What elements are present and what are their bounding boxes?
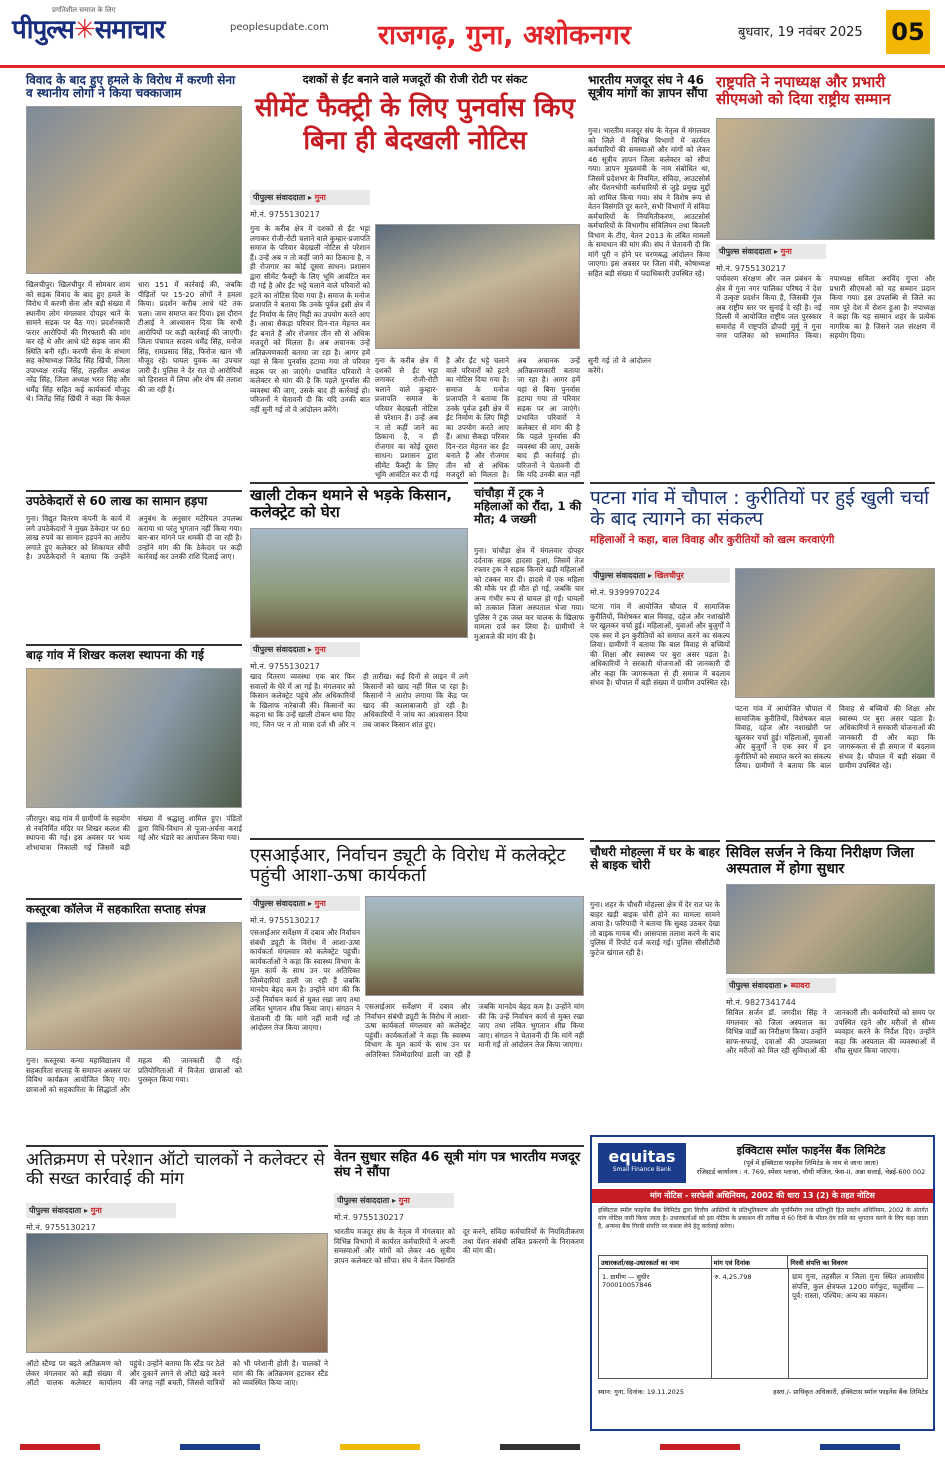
- article-headline[interactable]: चांचौड़ा में ट्रक ने महिलाओं को रौंदा, 1 की मौत; 4 जख्मी: [474, 486, 582, 526]
- footer-stripe: [500, 1444, 580, 1450]
- article-auto-drivers: [26, 1145, 328, 1431]
- workers-photo: [375, 224, 580, 349]
- article-body: एसआईआर सर्वेक्षण में दबाव और निर्वाचन संबंधी ड्यूटी के विरोध में आशा-ऊषा कार्यकर्ता मंगलवार को कलेक्ट्रेट पहुंचीं। कार्यकर्ताओं ने कहा कि स्वास्थ्य विभाग के मूल कार्य के साथ उन पर अतिरिक्त जिम्मेदारियां डाली जा रही हैं जबकि मानदेय बेहद कम है। उन्होंने मांग की कि उन्हें निर्वाचन कार्य से मुक्त रखा जाए तथा लंबित भुगतान शीघ्र किया जाए। संगठन ने चेतावनी दी कि मांगें नहीं मानी गईं तो आंदोलन तेज किया जाएगा।: [250, 928, 360, 1032]
- article-body: गुना। विद्युत वितरण कंपनी के कार्य में लगे उपठेकेदारों ने मुख्य ठेकेदार पर 60 लाख रुपये का सामान हड़पने का आरोप लगाते हुए कलेक्टर को शिकायत सौंपी है। उपठेकेदारों ने बताया कि उन्होंने अनुबंध के अनुसार मटेरियल उपलब्ध कराया था परंतु भुगतान नहीं किया गया। बार-बार मांगने पर धमकी दी जा रही है। उन्होंने मांग की कि ठेकेदार पर कड़ी कार्रवाई कर उनकी राशि दिलाई जाए।: [26, 514, 242, 561]
- ad-address: रजिस्टर्ड कार्यालय : नं. 769, स्पेंसर प्लाजा, चौथी मंजिल, फेस-II, अन्ना सलाई, चेन्नई-600 002: [696, 1168, 926, 1176]
- page-number: 05: [886, 10, 930, 54]
- article-karni-sena: [26, 74, 242, 486]
- col-property: गिरवी संपत्ति का विवरण: [790, 1259, 848, 1267]
- col-demand: मांग एवं दिनांक: [712, 1256, 789, 1268]
- masthead-tagline: प्रगतिशील समाज के लिए: [52, 6, 116, 14]
- article-body-continued: एसआईआर सर्वेक्षण में दबाव और निर्वाचन संबंधी ड्यूटी के विरोध में आशा-ऊषा कार्यकर्ता मंगलवार को कलेक्ट्रेट पहुंचीं। कार्यकर्ताओं ने कहा कि स्वास्थ्य विभाग के मूल कार्य के साथ उन पर अतिरिक्त जिम्मेदारियां डाली जा रही हैं जबकि मानदेय बेहद कम है। उन्होंने मांग की कि उन्हें निर्वाचन कार्य से मुक्त रखा जाए तथा लंबित भुगतान शीघ्र किया जाए। संगठन ने चेतावनी दी कि मांगें नहीं मानी गईं तो आंदोलन तेज किया जाएगा।: [365, 1002, 584, 1059]
- byline-place: ब्यावरा: [790, 981, 810, 990]
- byline-block: पीपुल्स संवाददाता ▸ गुना मो.नं. 9755130217: [250, 190, 370, 220]
- article-kasturba-college: [26, 898, 242, 1138]
- article-body: ऑटो स्टैण्ड पर बढ़ते अतिक्रमण को लेकर मंगलवार को बड़ी संख्या में ऑटो चालक कलेक्टर कार्यालय पहुंचे। उन्होंने बताया कि स्टैंड पर ठेले और दुकानें लगने से ऑटो खड़े करने की जगह नहीं बचती, जिससे यात्रियों को भी परेशानी होती है। चालकों ने मांग की कि अतिक्रमण हटाकर स्टैंड को व्यवस्थित किया जाए।: [26, 1359, 328, 1387]
- logo-swirl-icon: ✳: [73, 15, 95, 45]
- byline-place: गुना: [398, 1196, 410, 1205]
- award-ceremony-photo: [716, 118, 935, 240]
- reporter-mobile: मो.नं. 9755130217: [250, 662, 320, 671]
- article-headline[interactable]: पटना गांव में चौपाल : कुरीतियों पर हुई खुली चर्चा के बाद त्यागने का संकल्प: [590, 487, 930, 531]
- brand-subtitle: Small Finance Bank: [612, 1166, 672, 1173]
- article-patna-chaupal: [590, 482, 935, 832]
- byline-place: गुना: [314, 193, 326, 202]
- ad-subtitle: (पूर्व में इक्विटास फाइनेंस लिमिटेड के नाम से जाना जाता): [743, 1159, 879, 1167]
- borrower-name: 1. ग्रामीण — सुधीर: [602, 1273, 650, 1281]
- masthead: [0, 0, 945, 68]
- article-subcontractors: [26, 490, 242, 640]
- byline-block: पीपुल्स संवाददाता ▸ गुना मो.नं. 9755130217: [26, 1203, 176, 1233]
- article-body-continued: गुना के करीब क्षेत्र में दशकों से ईंट भट्टा लगाकर रोजी-रोटी चलाने वाले कुम्हार-प्रजापति समाज के परिवार बेदखली नोटिस से परेशान हैं। उन्हें अब न तो कहीं जाने का ठिकाना है, न ही रोजगार का कोई दूसरा साधन। प्रशासन द्वारा सीमेंट फैक्ट्री के लिए भूमि आवंटित कर दी गई है और ईंट भट्टे चलाने वाले परिवारों को हटने का नोटिस दिया गया है। समाज के मनोज प्रजापति ने बताया कि उनके पूर्वज इसी क्षेत्र में ईंट निर्माण के लिए मिट्टी का उपयोग करते आए हैं। आधा सैकड़ा परिवार दिन-रात मेहनत कर ईंट बनाते हैं और रोजगार तीन सौ से अधिक मजदूरों को मिलता है। अब अचानक उन्हें अतिक्रमणकारी बताया जा रहा है। आगर हमें यहां से बिना पुनर्वास हटाया गया तो परिवार सड़क पर आ जाएंगे। प्रभावित परिवारों ने कलेक्टर से मांग की है कि पहले पुनर्वास की व्यवस्था की जाए, उसके बाद ही कार्रवाई हो। परिजनों ने चेतावनी दी कि यदि उनकी बात नहीं सुनी गई तो वे आंदोलन करेंगे।: [375, 356, 651, 479]
- logo-part-1: पीपुल्स: [12, 15, 74, 45]
- article-body: गुना। भारतीय मजदूर संघ के नेतृत्व में मंगलवार को जिले में विभिन्न विभागों में कार्यरत कर्मचारियों की समस्याओं और मांगों को लेकर 46 सूत्रीय ज्ञापन जिला कलेक्टर को सौंपा गया। ज्ञापन मुख्यमंत्री के नाम संबोधित था, जिसमें प्रदेशभर के नियमित, संविदा, आउटसोर्स और पेंशनभोगी कर्मचारियों से जुड़े प्रमुख मुद्दों को शामिल किया गया। संघ ने विशेष रूप से वेतन विसंगति दूर करने, सभी विभागों में संविदा कर्मचारियों के नियमितीकरण, आउटसोर्स कर्मचारियों के विभागीय संविलियन तथा बिजली विभाग के टीए, वेतन 2013 के लंबित मामलों के समाधान की मांग की। संघ ने चेतावनी दी कि मांगें पूरी न होने पर चरणबद्ध आंदोलन किया जाएगा। इस अवसर पर जिला मंत्री, कोषाध्यक्ष सहित बड़ी संख्या में पदाधिकारी उपस्थित रहे।: [588, 126, 710, 278]
- byline-label: पीपुल्स संवाददाता: [253, 899, 306, 908]
- footer-stripe: [660, 1444, 740, 1450]
- article-body: गुना। कस्तूरबा कन्या महाविद्यालय में सहकारिता सप्ताह के समापन अवसर पर विविध कार्यक्रम आयोजित किए गए। छात्राओं को सहकारिता के सिद्धांतों और महत्व की जानकारी दी गई। प्रतियोगिताओं में विजेता छात्राओं को पुरस्कृत किया गया।: [26, 1056, 242, 1094]
- byline-label: पीपुल्स संवाददाता: [253, 193, 306, 202]
- article-headline[interactable]: सीमेंट फैक्ट्री के लिए पुनर्वास किए बिना ही बेदखली नोटिस: [254, 93, 576, 156]
- footer-stripe: [20, 1444, 100, 1450]
- article-headline[interactable]: चौधरी मोहल्ला में घर के बाहर से बाइक चोरी: [590, 845, 720, 873]
- article-headline[interactable]: उपठेकेदारों से 60 लाख का सामान हड़पा: [26, 494, 208, 508]
- byline-block: पीपुल्स संवाददाता ▸ खिलचीपुर मो.नं. 9399970224: [590, 568, 730, 598]
- ad-signoff: हस्ता./- प्राधिकृत अधिकारी, इक्विटास स्मॉल फाइनेंस बैंक लिमिटेड: [773, 1388, 928, 1396]
- reporter-mobile: मो.नं. 9755130217: [26, 1223, 96, 1232]
- byline-block: पीपुल्स संवाददाता ▸ ब्यावरा मो.नं. 9827341744: [726, 978, 836, 1008]
- article-body-col1: गुना के करीब क्षेत्र में दशकों से ईंट भट्टा लगाकर रोजी-रोटी चलाने वाले कुम्हार-प्रजापति समाज के परिवार बेदखली नोटिस से परेशान हैं। उन्हें अब न तो कहीं जाने का ठिकाना है, न ही रोजगार का कोई दूसरा साधन। प्रशासन द्वारा सीमेंट फैक्ट्री के लिए भूमि आवंटित कर दी गई है और ईंट भट्टे चलाने वाले परिवारों को हटने का नोटिस दिया गया है। समाज के मनोज प्रजापति ने बताया कि उनके पूर्वज इसी क्षेत्र में ईंट निर्माण के लिए मिट्टी का उपयोग करते आए हैं। आधा सैकड़ा परिवार दिन-रात मेहनत कर ईंट बनाते हैं और रोजगार तीन सौ से अधिक मजदूरों को मिलता है। अब अचानक उन्हें अतिक्रमणकारी बताया जा रहा है। आगर हमें यहां से बिना पुनर्वास हटाया गया तो परिवार सड़क पर आ जाएंगे। प्रभावित परिवारों ने कलेक्टर से मांग की है कि पहले पुनर्वास की व्यवस्था की जाए, उसके बाद ही कार्रवाई हो। परिजनों ने चेतावनी दी कि यदि उनकी बात नहीं सुनी गई तो वे आंदोलन करेंगे।: [250, 224, 370, 414]
- byline-block: पीपुल्स संवाददाता ▸ गुना मो.नं. 9755130217: [250, 896, 360, 926]
- property-description: ग्राम गुना, तहसील व जिला गुना स्थित आवासीय संपत्ति, कुल क्षेत्रफल 1200 वर्गफुट, चतुर्सीमा — पूर्व: रास्ता, पश्चिम: अन्य का मकान।: [792, 1272, 924, 1300]
- reporter-mobile: मो.नं. 9755130217: [334, 1213, 404, 1222]
- hospital-inspection-photo: [726, 884, 935, 974]
- byline-block: पीपुल्स संवाददाता ▸ गुना मो.नं. 9755130217: [334, 1193, 454, 1223]
- col-borrower: उधारकर्ता/सह-उधारकर्ता का नाम: [599, 1256, 712, 1268]
- chaupal-photo: [735, 568, 935, 698]
- article-headline[interactable]: विवाद के बाद हुए हमले के विरोध में करणी सेना व स्थानीय लोगों ने किया चक्काजाम: [26, 73, 236, 101]
- article-bike-theft: [590, 840, 720, 1132]
- footer-stripe: [340, 1444, 420, 1450]
- article-headline[interactable]: अतिक्रमण से परेशान ऑटो चालकों ने कलेक्टर से की सख्त कार्रवाई की मांग: [26, 1150, 325, 1190]
- footer-stripe: [820, 1444, 900, 1450]
- article-headline[interactable]: राष्ट्रपति ने नपाध्यक्ष और प्रभारी सीएमओ को दिया राष्ट्रीय सम्मान: [716, 73, 891, 108]
- farmers-protest-photo: [250, 528, 468, 638]
- ad-notice-bar: मांग नोटिस - सरफेसी अधिनियम, 2002 की धारा 13 (2) के तहत नोटिस: [592, 1189, 933, 1203]
- byline-label: पीपुल्स संवाददाता: [253, 645, 306, 654]
- ad-table-row: [598, 1269, 928, 1379]
- article-body-continued: पटना गांव में आयोजित चौपाल में सामाजिक कुरीतियों, विशेषकर बाल विवाह, दहेज और नशाखोरी पर खुलकर चर्चा हुई। महिलाओं, युवाओं और बुजुर्गों ने एक स्वर में इन कुरीतियों को समाप्त करने का संकल्प लिया। ग्रामीणों ने बताया कि बाल विवाह से बच्चियों की शिक्षा और स्वास्थ्य पर बुरा असर पड़ता है। अधिकारियों ने सरकारी योजनाओं की जानकारी दी और कहा कि जागरूकता से ही समाज में बदलाव संभव है। चौपाल में बड़ी संख्या में ग्रामीण उपस्थित रहे।: [735, 704, 935, 770]
- article-body: पटना गांव में आयोजित चौपाल में सामाजिक कुरीतियों, विशेषकर बाल विवाह, दहेज और नशाखोरी पर खुलकर चर्चा हुई। महिलाओं, युवाओं और बुजुर्गों ने एक स्वर में इन कुरीतियों को समाप्त करने का संकल्प लिया। ग्रामीणों ने बताया कि बाल विवाह से बच्चियों की शिक्षा और स्वास्थ्य पर बुरा असर पड़ता है। अधिकारियों ने सरकारी योजनाओं की जानकारी दी और कहा कि जागरूकता से ही समाज में बदलाव संभव है। चौपाल में बड़ी संख्या में ग्रामीण उपस्थित रहे।: [590, 602, 730, 687]
- article-body: भारतीय मजदूर संघ के नेतृत्व में मंगलवार को विभिन्न विभागों में कार्यरत कर्मचारियों ने अपनी समस्याओं और मांगों को लेकर 46 सूत्रीय ज्ञापन कलेक्टर को सौंपा। संघ ने वेतन विसंगति दूर करने, संविदा कर्मचारियों के नियमितीकरण तथा पेंशन संबंधी लंबित प्रकरणों के निराकरण की मांग की।: [334, 1227, 584, 1265]
- byline-block: पीपुल्स संवाददाता ▸ गुना मो.नं. 9755130217: [716, 244, 826, 274]
- article-kalash-sthapana: [26, 644, 242, 892]
- brand-name: equitas: [608, 1147, 676, 1166]
- article-truck-accident: [474, 482, 584, 830]
- article-headline[interactable]: भारतीय मजदूर संघ ने 46 सूत्रीय मांगों का ज्ञापन सौंपा: [588, 73, 708, 101]
- bank-notice-ad[interactable]: [590, 1135, 935, 1431]
- article-body: सिविल सर्जन डॉ. जगदीश सिंह ने मंगलवार को जिला अस्पताल का विभिन्न वार्डों का निरीक्षण किया। उन्होंने साफ-सफाई, दवाओं की उपलब्धता और मरीजों को मिल रही सुविधाओं की जानकारी ली। कर्मचारियों को समय पर उपस्थित रहने और मरीजों से सौम्य व्यवहार करने के निर्देश दिए। उन्होंने कहा कि अस्पताल की व्यवस्थाओं में शीघ्र सुधार किया जाएगा।: [726, 1008, 935, 1055]
- article-headline[interactable]: सिविल सर्जन ने किया निरीक्षण जिला अस्पताल में होगा सुधार: [726, 845, 914, 877]
- ad-table-header: [598, 1255, 928, 1269]
- article-body: खाद वितरण व्यवस्था एक बार फिर सवालों के घेरे में आ गई है। मंगलवार को किसान कलेक्ट्रेट पहुंचे और अधिकारियों के खिलाफ नारेबाजी की। किसानों का कहना था कि उन्हें खाली टोकन थमा दिए गए, जिन पर न तो मात्रा दर्ज थी और न ही तारीख। कई दिनों से लाइन में लगे किसानों को खाद नहीं मिल पा रहा है। किसानों ने आरोप लगाया कि केंद्र पर खाद की कालाबाजारी हो रही है। अधिकारियों ने जांच का आश्वासन दिया तब जाकर किसान शांत हुए।: [250, 672, 468, 729]
- byline-label: पीपुल्स संवाददाता: [593, 571, 646, 580]
- article-headline[interactable]: एसआईआर, निर्वाचन ड्यूटी के विरोध में कलेक्ट्रेट पहुंची आशा-ऊषा कार्यकर्ता: [250, 845, 566, 887]
- byline-label: पीपुल्स संवाददाता: [337, 1196, 390, 1205]
- byline-place: गुना: [314, 645, 326, 654]
- article-kicker: दशकों से ईंट बनाने वाले मजदूरों की रोजी रोटी पर संकट: [302, 73, 528, 86]
- website-url[interactable]: peoplesupdate.com: [230, 22, 329, 33]
- footer-stripe: [180, 1444, 260, 1450]
- issue-date: बुधवार, 19 नवंबर 2025: [738, 25, 863, 40]
- article-body: जीरापुर। बाढ़ गांव में ग्रामीणों के सहयोग से नवनिर्मित मंदिर पर शिखर कलश की स्थापना की गई। इस अवसर पर भव्य शोभायात्रा निकाली गई जिसमें बड़ी संख्या में श्रद्धालु शामिल हुए। पंडितों द्वारा विधि-विधान से पूजा-अर्चना कराई गई और भंडारे का आयोजन किया गया।: [26, 814, 242, 852]
- logo-part-2: समाचार: [94, 15, 165, 45]
- byline-place: गुना: [780, 247, 792, 256]
- bank-logo: [598, 1143, 686, 1183]
- article-body: पर्यावरण संरक्षण और जल प्रबंधन के क्षेत्र में गुना नगर पालिका परिषद ने देश में उत्कृष्ट प्रदर्शन किया है, जिसकी गूंज अब राष्ट्रीय स्तर पर सुनाई दे रही है। नई दिल्ली में आयोजित राष्ट्रीय जल पुरस्कार समारोह में राष्ट्रपति द्रौपदी मुर्मू ने गुना नगर पालिका को सम्मानित किया। नपाध्यक्ष सविता अरविंद गुप्ता और प्रभारी सीएमओ को यह सम्मान प्रदान किया गया। इस उपलब्धि से जिले का नाम पूरे देश में रोशन हुआ है। नपाध्यक्ष ने कहा कि यह सम्मान शहर के प्रत्येक नागरिक का है जिसने जल संरक्षण में सहयोग दिया।: [716, 274, 935, 340]
- edition-region: राजगढ़, गुना, अशोकनगर: [378, 20, 631, 51]
- byline-label: पीपुल्स संवाददाता: [29, 1206, 82, 1215]
- asha-workers-photo: [365, 896, 584, 996]
- temple-photo: [26, 668, 242, 808]
- article-headline[interactable]: वेतन सुधार सहित 46 सूत्री मांग पत्र भारतीय मजदूर संघ ने सौंपा: [334, 1150, 581, 1180]
- reporter-mobile: मो.नं. 9755130217: [250, 916, 320, 925]
- article-headline[interactable]: कस्तूरबा कॉलेज में सहकारिता सप्ताह संपन्न: [26, 902, 206, 916]
- byline-place: खिलचीपुर: [654, 571, 684, 580]
- article-body: गुना। शहर के चौधरी मोहल्ला क्षेत्र में देर रात घर के बाहर खड़ी बाइक चोरी होने का मामला सामने आया है। फरियादी ने बताया कि सुबह उठकर देखा तो बाइक गायब थी। आसपास तलाश करने के बाद पुलिस में रिपोर्ट दर्ज कराई गई। पुलिस सीसीटीवी फुटेज खंगाल रही है।: [590, 900, 721, 957]
- article-headline[interactable]: बाढ़ गांव में शिखर कलश स्थापना की गई: [26, 648, 204, 662]
- reporter-mobile: मो.नं. 9399970224: [590, 588, 660, 597]
- reporter-mobile: मो.नं. 9755130217: [250, 210, 320, 219]
- ad-header: [692, 1143, 930, 1176]
- reporter-mobile: मो.नं. 9755130217: [716, 264, 786, 273]
- byline-label: पीपुल्स संवाददाता: [729, 981, 782, 990]
- demand-amount: रु. 4,25,798: [712, 1269, 789, 1378]
- article-subheadline: महिलाओं ने कहा, बाल विवाह और कुरीतियों को खत्म करवाएंगी: [590, 533, 835, 546]
- article-civil-surgeon: [726, 840, 935, 1132]
- protest-photo: [26, 106, 242, 274]
- article-headline[interactable]: खाली टोकन थमाने से भड़के किसान, कलेक्ट्रेट को घेरा: [250, 486, 453, 521]
- article-farmers-token: [250, 482, 468, 830]
- newspaper-logo[interactable]: [12, 10, 164, 46]
- loan-number: 700010057846: [602, 1281, 652, 1289]
- article-bms-memorandum: [588, 74, 710, 484]
- page-footer-bar: [0, 1438, 945, 1457]
- article-president-award: [716, 74, 935, 484]
- college-event-photo: [26, 922, 242, 1050]
- article-body: खिलचीपुर। खिलचीपुर में सोमवार शाम को सड़क विवाद के बाद हुए हमले के विरोध में करणी सेना और बड़ी संख्या में स्थानीय लोग मंगलवार दोपहर थाने के सामने सड़क पर बैठ गए। प्रदर्शनकारी फरार आरोपियों की गिरफ्तारी की मांग कर रहे थे और आधे घंटे सड़क जाम की स्थिति बनी रही। करणी सेना के संभाग सह कोषाध्यक्ष जितेंद्र सिंह खिंची, जिला उपाध्यक्ष राजेंद्र सिंह, तहसील अध्यक्ष नरेंद्र सिंह, जिला अध्यक्ष भरत सिंह और धर्मेंद्र सिंह सहित कई कार्यकर्ता मौजूद थे। जितेंद्र सिंह खिंची ने कहा कि केवल धारा 151 में कार्रवाई की, जबकि पीड़ितों पर 15-20 लोगों ने हमला किया। प्रदर्शन करीब आधे घंटे तक चला। जाम समाप्त कर दिया। इस दौरान टीआई ने आश्वासन दिया कि सभी आरोपियों पर कड़ी कार्रवाई की जाएगी। जिला पंचायत सदस्य धर्मेंद्र सिंह, मनोज सिंह, रामप्रसाद सिंह, फिरोज खान भी मौजूद रहे। घायल युवक का उपचार जारी है। पुलिस ने देर रात दो आरोपियों को हिरासत में लिया और शेष की तलाश की जा रही है।: [26, 280, 242, 403]
- article-body: गुना। चांचौड़ा क्षेत्र में मंगलवार दोपहर दर्दनाक सड़क हादसा हुआ, जिसमें तेज रफ्तार ट्रक ने सड़क किनारे खड़ी महिलाओं को टक्कर मार दी। हादसे में एक महिला की मौके पर ही मौत हो गई, जबकि चार अन्य गंभीर रूप से घायल हो गईं। घायलों को तत्काल जिला अस्पताल भेजा गया। पुलिस ने ट्रक जब्त कर चालक के खिलाफ मामला दर्ज कर लिया है। ग्रामीणों ने मुआवजे की मांग की है।: [474, 546, 584, 641]
- byline-place: गुना: [314, 899, 326, 908]
- byline-label: पीपुल्स संवाददाता: [719, 247, 772, 256]
- article-salary-demand: [334, 1145, 584, 1431]
- byline-block: पीपुल्स संवाददाता ▸ गुना मो.नं. 9755130217: [250, 642, 360, 672]
- ad-notice-text: इक्विटास स्मॉल फाइनेंस बैंक लिमिटेड द्वारा वित्तीय आस्तियों के प्रतिभूतिकरण और पुनर्निर्माण तथा प्रतिभूति हित प्रवर्तन अधिनियम, 2002 के अंतर्गत मांग नोटिस जारी किया जाता है। उधारकर्ताओं को इस नोटिस के प्रकाशन की तारीख से 60 दिनों के भीतर देय राशि का भुगतान करने के लिए कहा जाता है, अन्यथा बैंक गिरवी संपत्ति पर कब्जा लेने हेतु कार्रवाई करेगा।: [598, 1207, 928, 1230]
- ad-place-date: स्थान: गुना, दिनांक: 19.11.2025: [598, 1388, 685, 1396]
- reporter-mobile: मो.नं. 9827341744: [726, 998, 796, 1007]
- article-asha-usha: [250, 838, 584, 1138]
- byline-place: गुना: [90, 1206, 102, 1215]
- ad-title: इक्विटास स्मॉल फाइनेंस बैंक लिमिटेड: [736, 1144, 886, 1157]
- auto-drivers-photo: [26, 1233, 328, 1353]
